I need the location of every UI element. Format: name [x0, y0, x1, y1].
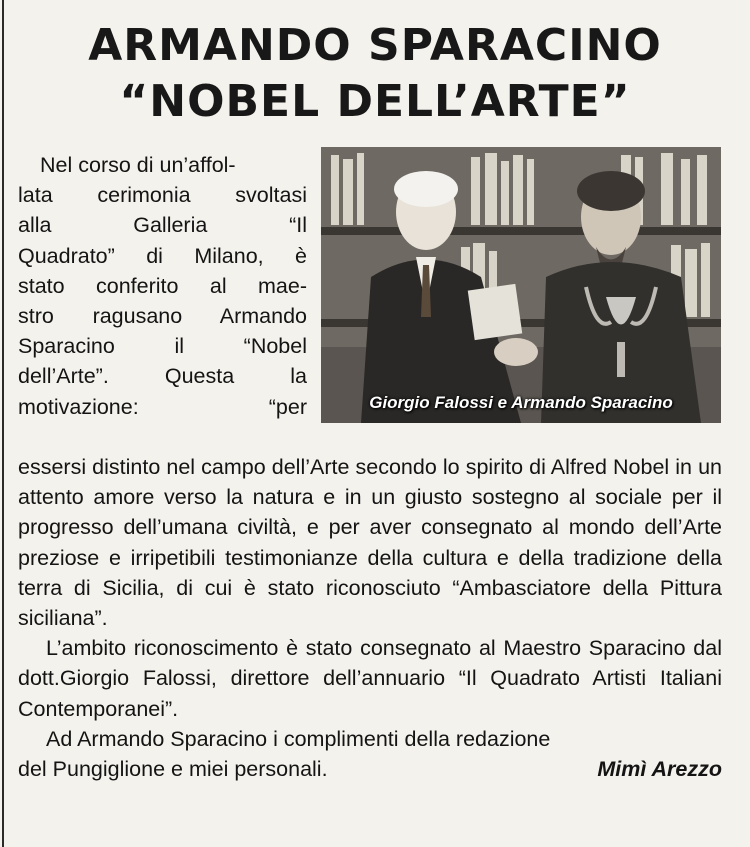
- column-line: Nel corso di un’affol-: [40, 153, 236, 177]
- column-line: Quadrato” di Milano, è: [18, 243, 307, 268]
- column-line: dell’Arte”. Questa la: [18, 364, 307, 389]
- article-body: [18, 452, 722, 784]
- headline-line-1: ARMANDO SPARACINO: [88, 20, 662, 71]
- column-line: lata cerimonia svoltasi: [18, 183, 307, 208]
- column-line: stato conferito al mae-: [18, 273, 307, 298]
- column-line: alla Galleria “Il: [18, 213, 307, 238]
- author-signature: Mimì Arezzo: [597, 757, 722, 782]
- paragraph-1-continued: essersi distinto nel campo dell’Arte secondo lo spirito di Alfred Nobel in un attento amore verso la natura e in un giusto sostegno al sociale per il progresso dell’umana civiltà, e per aver consegnato al mondo dell’Arte preziose e irripetibili testimonianze della cultura e della tradizione della terra di Sicilia, di cui è stato riconosciuto “Ambasciatore della Pittura siciliana”.: [18, 455, 722, 631]
- headline: [0, 18, 750, 130]
- headline-line-2: “NOBEL DELL’ARTE”: [119, 76, 631, 127]
- article-column-text: [18, 150, 307, 422]
- paragraph-3-line-2: del Pungiglione e miei personali.: [18, 757, 328, 782]
- closing-line: [18, 754, 722, 784]
- column-line: stro ragusano Armando: [18, 304, 307, 329]
- photo-caption: Giorgio Falossi e Armando Sparacino: [369, 393, 673, 412]
- column-line: Sparacino il “Nobel: [18, 334, 307, 359]
- article-photo: [321, 147, 721, 423]
- photo-illustration: [321, 147, 721, 423]
- column-line: motivazione: “per: [18, 394, 307, 419]
- paragraph-2: L’ambito riconoscimento è stato consegnato al Maestro Sparacino dal dott.Giorgio Falossi, direttore dell’annuario “Il Quadrato Artisti Italiani Contemporanei”.: [18, 636, 722, 721]
- paragraph-3-line-1: Ad Armando Sparacino i complimenti della redazione: [46, 726, 551, 751]
